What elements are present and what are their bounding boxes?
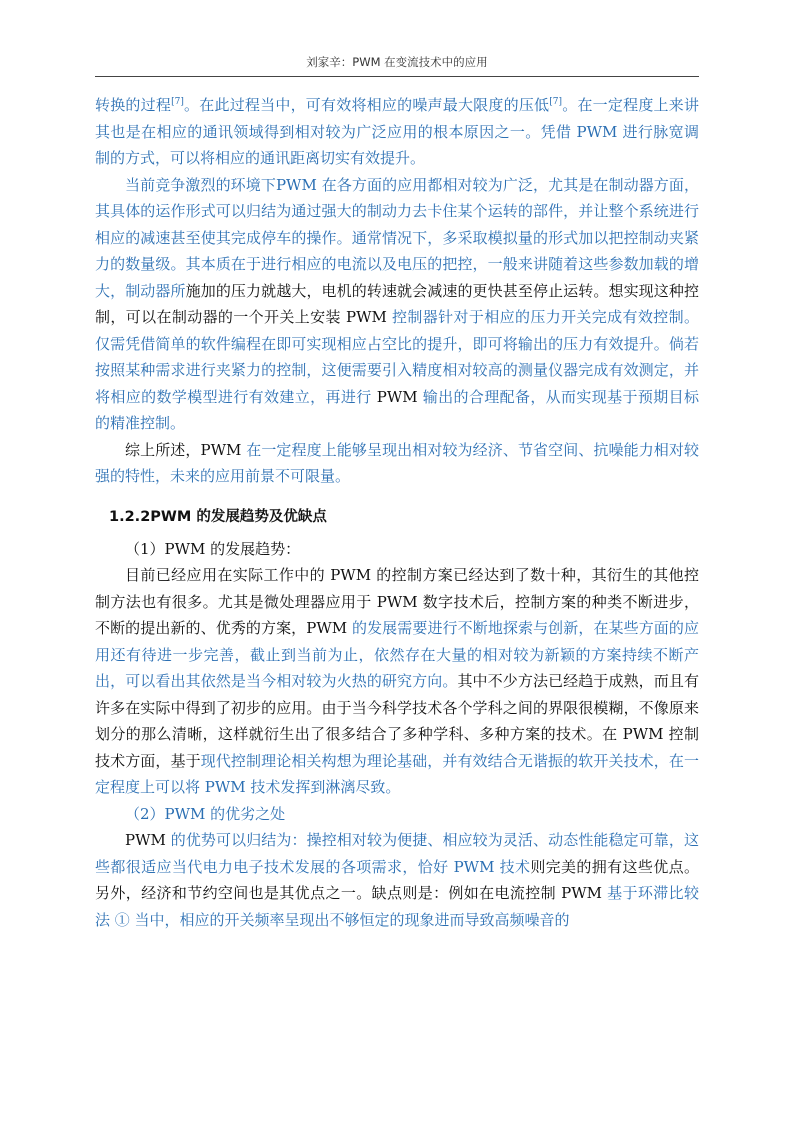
text-run: 。在此过程当中，可有效将相应的噪声最大限度的压低 (183, 96, 550, 114)
header-divider (95, 76, 699, 77)
section-heading: 1.2.2PWM 的发展趋势及优缺点 (109, 508, 327, 525)
text-run: 现代控制理论相关构想为理论基础，并有效结合无谐振的软开关技术，在一定程度上可以将 PWM 技术发挥到淋漓尽致。 (95, 751, 699, 796)
text-run: 目前已经应用在实际工作中的 PWM 的控制方案已经达到了数十种，其衍生的其他控制方法也有很多。尤其是微处理器应用于 PWM 数字技术后，控制方案的种类不断进步，不断的提出新的、优秀的方案，PWM (95, 566, 699, 637)
text-run: PWM (371, 387, 423, 406)
citation-superscript: [7] (171, 97, 184, 107)
text-run: 的优势可以归结为：操控相对较为便捷、相应较为灵活、动态性能稳定可靠，这些都很适应当代电力电子技术发展的各项需求，恰好 PWM 技术 (95, 831, 699, 876)
text-run: 转换的过程 (95, 96, 172, 114)
page-body (95, 92, 699, 933)
text-run: 其中不少方法已经趋于成熟，而且有许多在实际中得到了初步的应用。由于当今科学技术各个学科之间的界限很模糊，不像原来划分的那么清晰，这样就衍生出了很多结合了多种学科、多种方案的技术。在 PWM 控制技术方面，基于 (95, 672, 699, 770)
text-run: 控制器针对于相应的压力开关完成有效控制。仅需凭借简单的软件编程在即可实现相应占空比的提升，即可将输出的压力有效提升。倘若按照某种需求进行夹紧力的控制，这便需要引入精度相对较高的测量仪器完成有效测定，并将相应的数学模型进行有效建立，再进行 (95, 308, 700, 406)
paragraph-brake-control (95, 172, 699, 437)
text-run: 基于环滞比较法 ① 当中，相应的开关频率呈现出不够恒定的现象进而导致高频噪音的 (95, 884, 699, 929)
running-header: 刘家辛：PWM 在变流技术中的应用 (306, 55, 488, 69)
text-run: 输出的合理配备，从而实现基于预期目标的精准控制。 (95, 387, 699, 432)
text-run: 综上所述，PWM (125, 440, 247, 459)
subsection-heading-trend: （1）PWM 的发展趋势： (125, 539, 301, 558)
text-run: 施加的压力就越大，电机的转速就会减速的更快甚至停止运转。想实现这种控制，可以在制动器的一个开关上安装 PWM (95, 281, 699, 326)
subsection-heading-pros-cons: （2）PWM 的优劣之处 (125, 804, 286, 823)
citation-superscript: [7] (549, 97, 563, 107)
paragraph-transition (95, 92, 699, 172)
text-run: 当前竞争激烈的环境下 (125, 175, 276, 194)
text-run: 则完美的拥有这些优点。另外，经济和节约空间也是其优点之一。缺点则是：例如在电流控制 PWM (95, 857, 699, 902)
text-run: PWM 在各方面的应用都相对较为广泛，尤其是在制动器方面，其具体的运作形式可以归结为通过强大的制动力去卡住某个运转的部件，并让整个系统进行相应的减速甚至使其完成停车的操作。通常情况下，多采取模拟量的形式加以把控制动夹紧力的数量级。其本质在于进行相应的电流以及电压的把控，一般来讲随着这些参数加载的增大，制动器所 (95, 175, 699, 300)
text-run: PWM (125, 831, 171, 849)
text-run: 。在一定程度上来讲其也是在相应的通讯领域得到相对较为广泛应用的根本原因之一。凭借 PWM 进行脉宽调制的方式，可以将相应的通讯距离切实有效提升。 (95, 96, 699, 167)
paragraph-pros-cons (95, 827, 699, 933)
text-run: 在一定程度上能够呈现出相对较为经济、节省空间、抗噪能力相对较强的特性，未来的应用前景不可限量。 (95, 440, 699, 485)
paragraph-summary (95, 437, 699, 490)
text-run: 的发展需要进行不断地探索与创新，在某些方面的应用还有待进一步完善，截止到当前为止，依然存在大量的相对较为新颖的方案持续不断产出，可以看出其依然是当今相对较为火热的研究方向。 (95, 619, 699, 690)
paragraph-trend (95, 562, 699, 801)
